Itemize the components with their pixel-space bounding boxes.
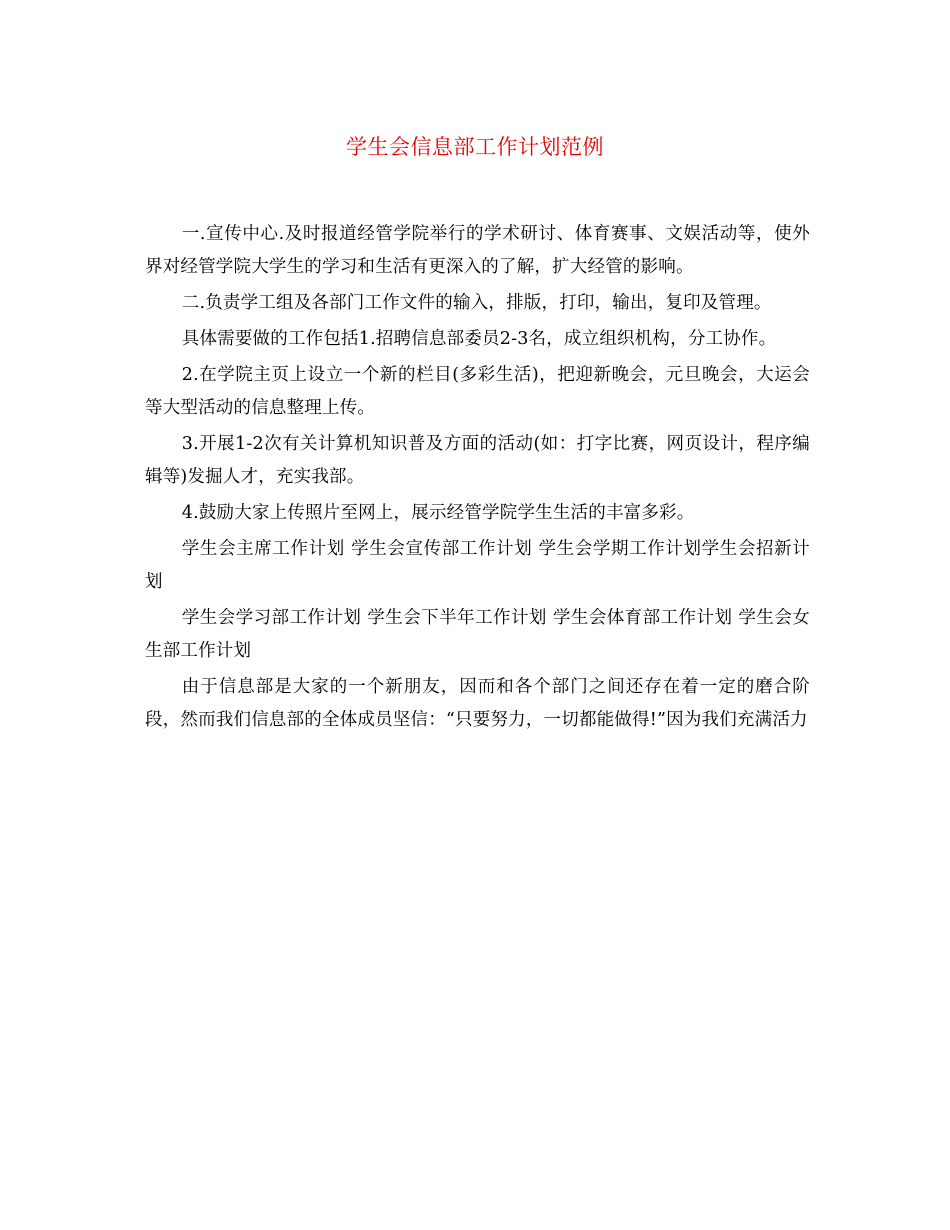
paragraph-7: 学生会主席工作计划 学生会宣传部工作计划 学生会学期工作计划学生会招新计划 — [145, 539, 810, 592]
paragraph-6: 4.鼓励大家上传照片至网上，展示经管学院学生生活的丰富多彩。 — [181, 503, 695, 523]
paragraph-8: 学生会学习部工作计划 学生会下半年工作计划 学生会体育部工作计划 学生会女生部工作计划 — [145, 608, 810, 661]
paragraph-2: 二.负责学工组及各部门工作文件的输入，排版，打印，输出，复印及管理。 — [181, 293, 772, 313]
paragraph-9: 由于信息部是大家的一个新朋友，因而和各个部门之间还存在着一定的磨合阶段，然而我们信息部的全体成员坚信：“只要努力，一切都能做得!”因为我们充满活力 — [145, 677, 810, 730]
paragraph-4: 2.在学院主页上设立一个新的栏目(多彩生活)，把迎新晚会，元旦晚会，大运会等大型活动的信息整理上传。 — [145, 365, 810, 418]
paragraph-3: 具体需要做的工作包括1.招聘信息部委员2-3名，成立组织机构，分工协作。 — [181, 329, 777, 349]
document-body — [145, 218, 810, 740]
paragraph-5: 3.开展1-2次有关计算机知识普及方面的活动(如：打字比赛，网页设计，程序编辑等)发掘人才，充实我部。 — [145, 434, 810, 487]
paragraph-1: 一.宣传中心.及时报道经管学院举行的学术研讨、体育赛事、文娱活动等，使外界对经管学院大学生的学习和生活有更深入的了解，扩大经管的影响。 — [145, 224, 810, 277]
document-title: 学生会信息部工作计划范例 — [346, 135, 604, 159]
